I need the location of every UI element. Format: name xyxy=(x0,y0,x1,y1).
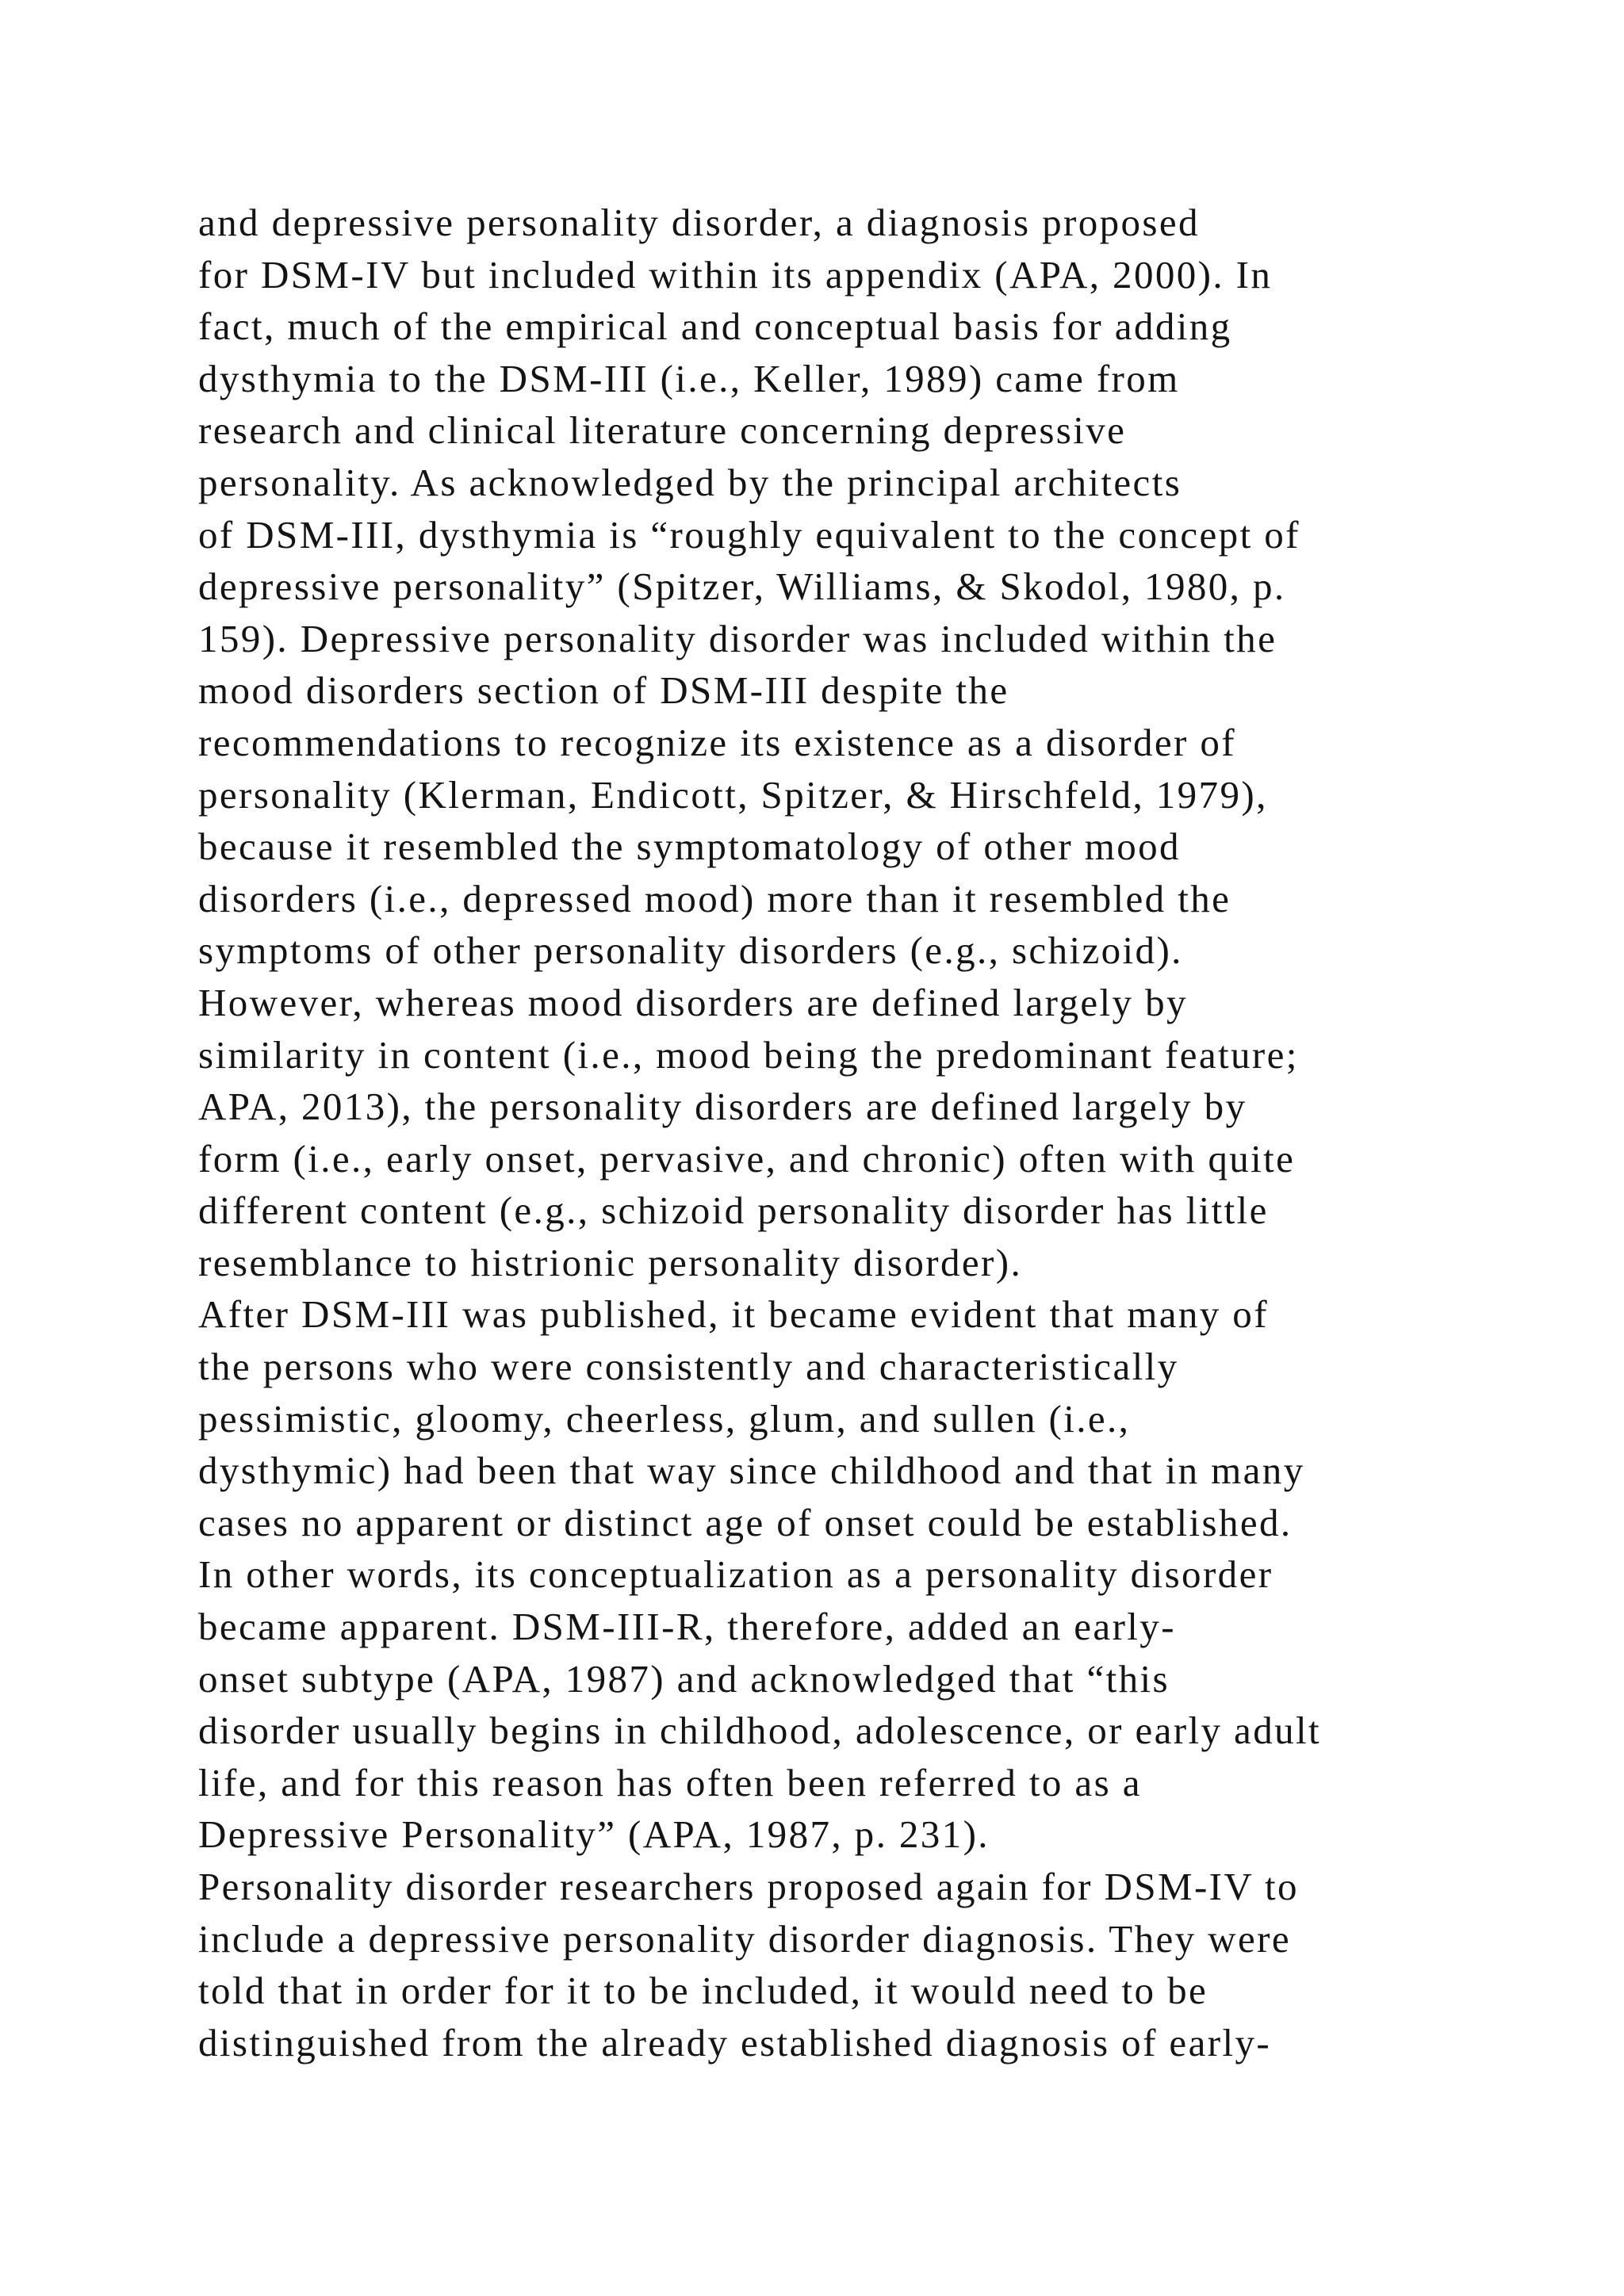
text-line: and depressive personality disorder, a diagnosis proposed xyxy=(198,201,1200,244)
text-line: life, and for this reason has often been referred to as a xyxy=(198,1760,1142,1804)
text-line: personality. As acknowledged by the principal architects xyxy=(198,460,1182,504)
text-line: 159). Depressive personality disorder was included within the xyxy=(198,616,1277,660)
text-line: for DSM-IV but included within its appendix (APA, 2000). In xyxy=(198,252,1273,297)
text-line: resemblance to histrionic personality disorder). xyxy=(198,1240,1023,1284)
text-line: depressive personality” (Spitzer, Williams, & Skodol, 1980, p. xyxy=(198,564,1286,609)
text-line: Personality disorder researchers proposed again for DSM-IV to xyxy=(198,1865,1299,1908)
text-line: recommendations to recognize its existence as a disorder of xyxy=(198,720,1237,764)
text-line: disorder usually begins in childhood, adolescence, or early adult xyxy=(198,1709,1322,1753)
text-line: form (i.e., early onset, pervasive, and chronic) often with quite xyxy=(198,1136,1296,1181)
text-line: After DSM-III was published, it became evident that many of xyxy=(198,1292,1269,1337)
text-line: onset subtype (APA, 1987) and acknowledged that “this xyxy=(198,1656,1170,1701)
text-line: different content (e.g., schizoid personality disorder has little xyxy=(198,1188,1269,1233)
text-line: told that in order for it to be included, it would need to be xyxy=(198,1969,1208,2013)
text-line: similarity in content (i.e., mood being the predominant feature; xyxy=(198,1032,1299,1077)
text-line: personality (Klerman, Endicott, Spitzer, & Hirschfeld, 1979), xyxy=(198,772,1268,817)
text-line: pessimistic, gloomy, cheerless, glum, and sullen (i.e., xyxy=(198,1396,1131,1441)
text-line: dysthymia to the DSM-III (i.e., Keller, 1989) came from xyxy=(198,356,1180,400)
text-line: In other words, its conceptualization as a personality disorder xyxy=(198,1552,1274,1597)
text-line: of DSM-III, dysthymia is “roughly equivalent to the concept of xyxy=(198,512,1300,557)
text-line: fact, much of the empirical and conceptual basis for adding xyxy=(198,304,1232,349)
text-line: disorders (i.e., depressed mood) more than it resembled the xyxy=(198,876,1231,920)
text-line: Depressive Personality” (APA, 1987, p. 231). xyxy=(198,1812,990,1857)
text-line: because it resembled the symptomatology of other mood xyxy=(198,825,1181,869)
text-line: mood disorders section of DSM-III despite the xyxy=(198,668,1009,713)
text-line: dysthymic) had been that way since childhood and that in many xyxy=(198,1448,1305,1493)
body-text xyxy=(198,197,1610,2068)
text-line: include a depressive personality disorder diagnosis. They were xyxy=(198,1916,1291,1961)
text-line: However, whereas mood disorders are defined largely by xyxy=(198,980,1188,1024)
text-line: symptoms of other personality disorders (e.g., schizoid). xyxy=(198,928,1183,973)
text-line: cases no apparent or distinct age of onset could be established. xyxy=(198,1500,1293,1544)
text-line: research and clinical literature concerning depressive xyxy=(198,408,1127,453)
text-line: distinguished from the already established diagnosis of early- xyxy=(198,2020,1272,2064)
text-line: the persons who were consistently and characteristically xyxy=(198,1345,1179,1389)
text-line: APA, 2013), the personality disorders are defined largely by xyxy=(198,1085,1247,1129)
text-line: became apparent. DSM-III-R, therefore, added an early- xyxy=(198,1605,1176,1649)
